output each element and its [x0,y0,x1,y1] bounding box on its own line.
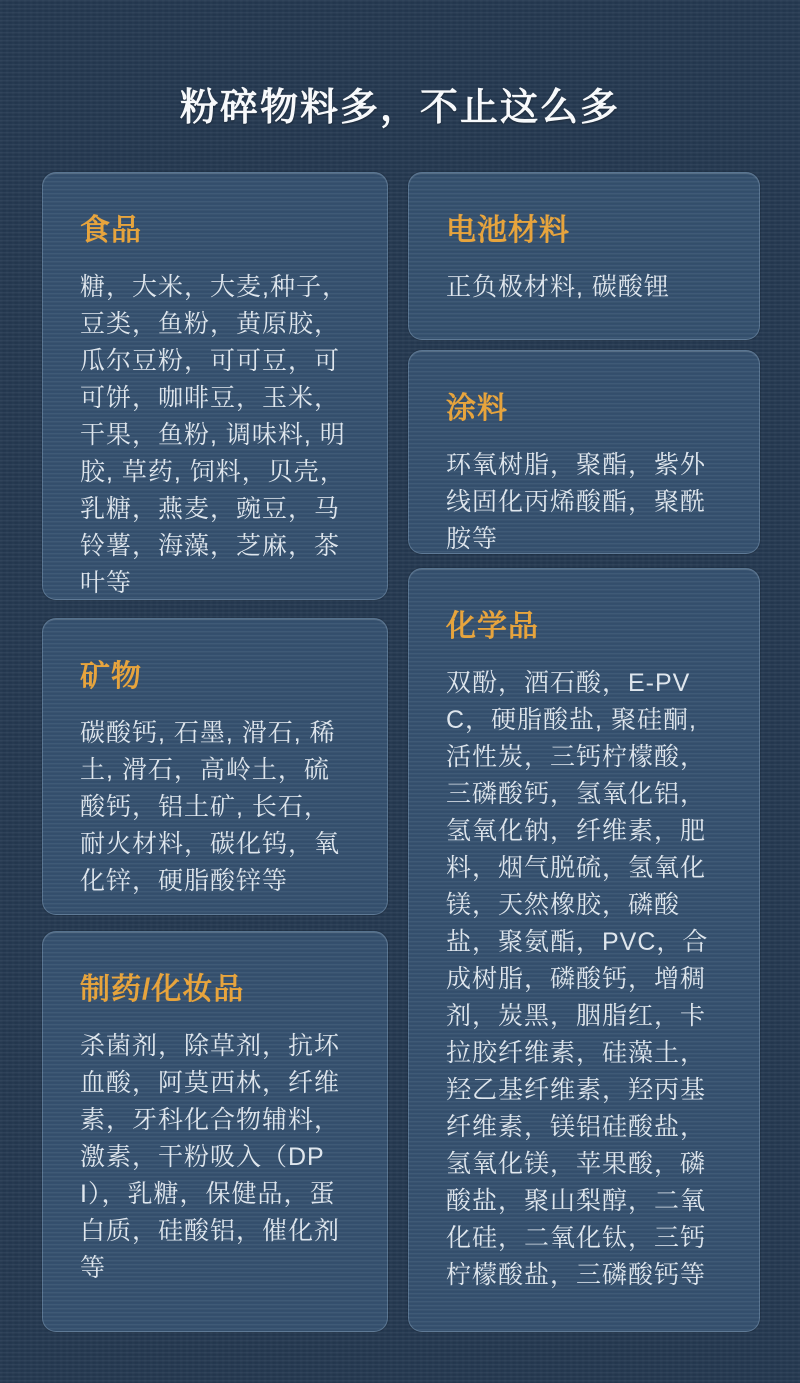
card-coatings-heading: 涂料 [446,392,508,425]
card-chemicals [408,568,760,1332]
card-minerals-heading: 矿物 [80,660,142,693]
card-food-body: 糖，大米，大麦,种子，豆类，鱼粉，黄原胶，瓜尔豆粉，可可豆，可可饼，咖啡豆，玉米，干果，鱼粉, 调味料, 明胶, 草药, 饲料，贝壳，乳糖，燕麦，豌豆，马铃薯，海藻，芝麻，茶叶等 [80,273,348,597]
card-battery-materials-heading: 电池材料 [446,214,570,247]
column-left [42,172,388,1332]
card-food [42,172,388,600]
card-minerals-body: 碳酸钙, 石墨, 滑石, 稀土, 滑石，高岭土，硫酸钙，铝土矿, 长石，耐火材料，碳化钨，氧化锌，硬脂酸锌等 [80,719,341,895]
card-pharma-cosmetics-body: 杀菌剂，除草剂，抗坏血酸，阿莫西林，纤维素，牙科化合物辅料，激素，干粉吸入（DPI），乳糖，保健品，蛋白质，硅酸铝，催化剂等 [80,1032,341,1282]
page-title: 粉碎物料多，不止这么多 [179,87,620,129]
card-battery-materials-body: 正负极材料, 碳酸锂 [446,273,670,301]
card-battery-materials [408,172,760,340]
cards-grid [42,172,760,1332]
card-chemicals-body: 双酚，酒石酸，E-PVC，硬脂酸盐, 聚硅酮, 活性炭，三钙柠檬酸，三磷酸钙，氢氧化铝，氢氧化钠，纤维素，肥料，烟气脱硫，氢氧化镁，天然橡胶，磷酸盐，聚氨酯，PVC，合成树脂，磷酸钙，增稠剂，炭黑，胭脂红，卡拉胶纤维素，硅藻土，羟乙基纤维素，羟丙基纤维素，镁铝硅酸盐，氢氧化镁，苹果酸，磷酸盐，聚山梨醇，二氧化硅，二氧化钛，三钙柠檬酸盐，三磷酸钙等 [446,669,709,1289]
card-food-heading: 食品 [80,214,142,247]
card-pharma-cosmetics [42,931,388,1332]
card-coatings-body: 环氧树脂，聚酯，紫外线固化丙烯酸酯，聚酰胺等 [446,451,707,553]
card-coatings [408,350,760,554]
column-right [408,172,760,1332]
card-pharma-cosmetics-heading: 制药/化妆品 [80,973,245,1006]
card-chemicals-heading: 化学品 [446,610,539,643]
card-minerals [42,618,388,915]
